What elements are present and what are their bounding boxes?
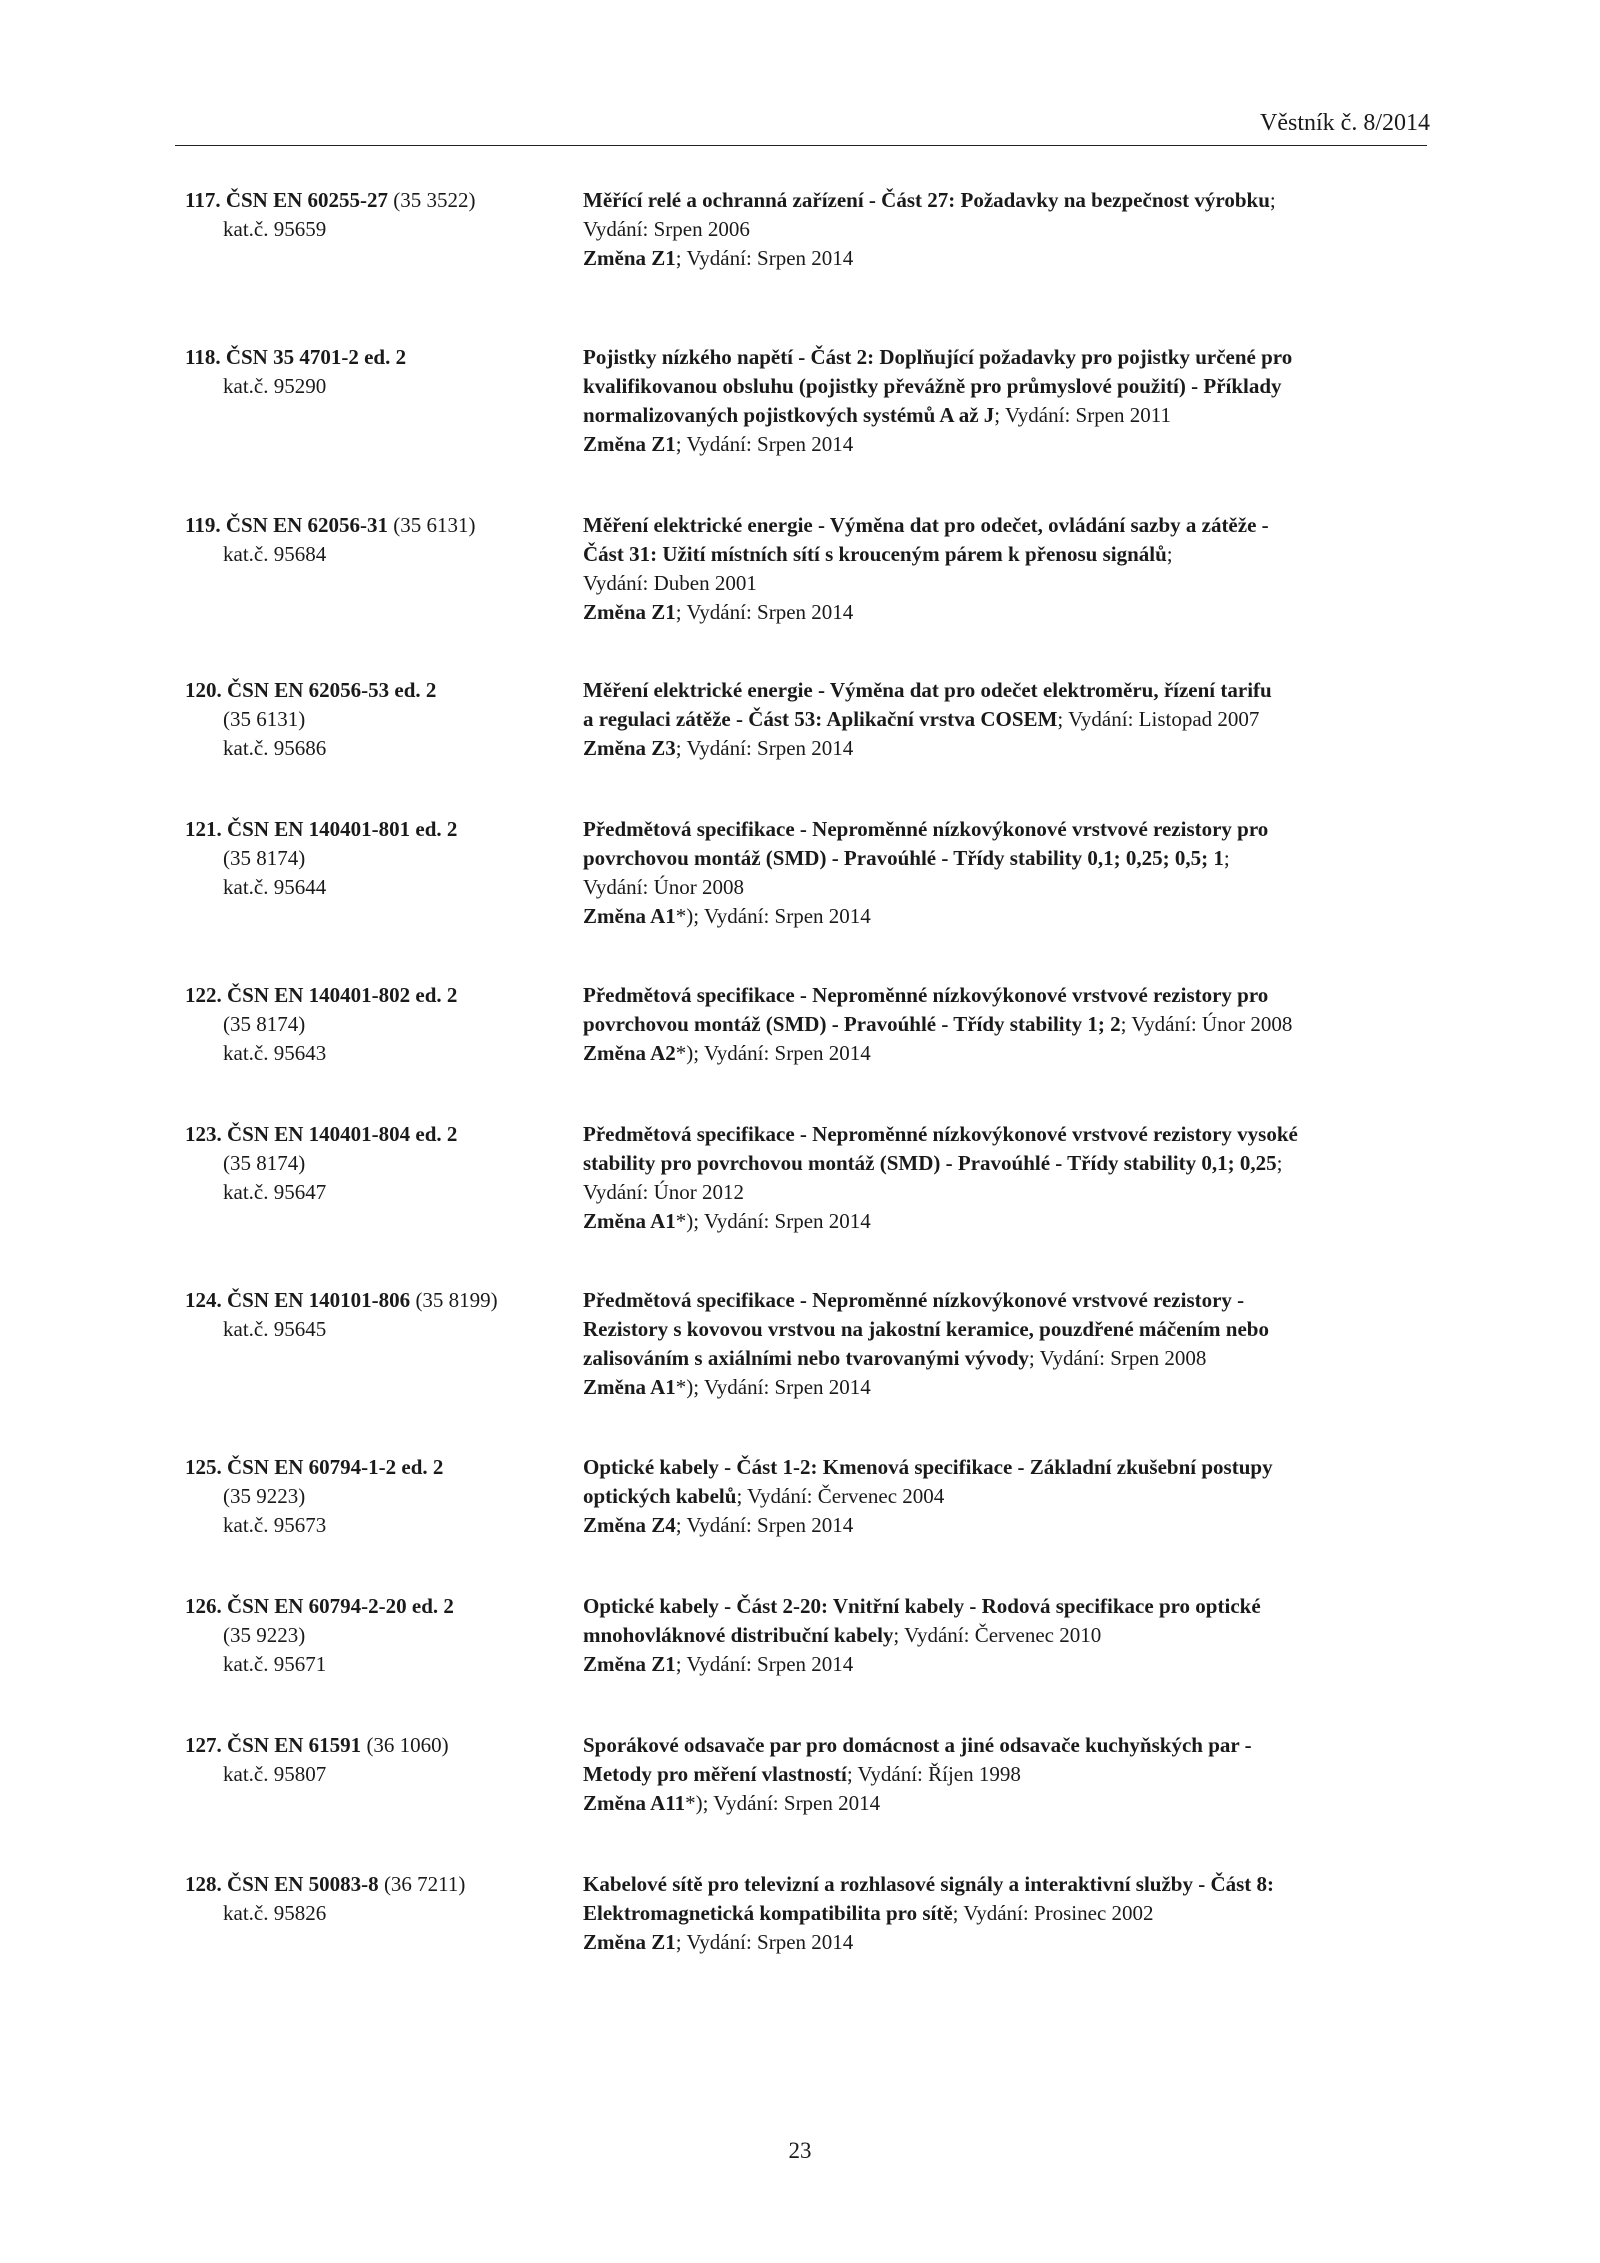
standard-title-line: [583, 215, 1423, 244]
standard-id-line: [185, 1315, 565, 1344]
standard-id-line: [185, 873, 565, 902]
standard-title-line: [583, 569, 1423, 598]
regular-text: *); Vydání: Srpen 2014: [675, 1375, 871, 1399]
standard-id-line: [185, 676, 565, 705]
bold-text: 126. ČSN EN 60794-2-20 ed. 2: [185, 1594, 454, 1618]
regular-text: Vydání: Únor 2008: [583, 875, 744, 899]
regular-text: (35 8174): [223, 1012, 306, 1036]
standard-id-line: [185, 1482, 565, 1511]
standard-id-line: [185, 844, 565, 873]
standard-description: [583, 343, 1423, 459]
bold-text: Změna Z3: [583, 736, 676, 760]
standard-id-line: [185, 215, 565, 244]
standard-description: [583, 676, 1423, 763]
bold-text: 119. ČSN EN 62056-31: [185, 513, 389, 537]
bold-text: Změna A2: [583, 1041, 676, 1065]
regular-text: kat.č. 95686: [223, 736, 327, 760]
standard-title-line: [583, 676, 1423, 705]
standard-title-line: [583, 1149, 1423, 1178]
standard-identifier: [185, 1870, 565, 1928]
standard-title-line: [583, 981, 1423, 1010]
bold-text: Změna Z1: [583, 1930, 676, 1954]
journal-title: Věstník č. 8/2014: [1260, 110, 1430, 136]
standard-title-line: [583, 1373, 1423, 1402]
bold-text: Metody pro měření vlastností: [583, 1762, 847, 1786]
standard-id-line: [185, 1010, 565, 1039]
regular-text: (35 9223): [223, 1623, 306, 1647]
standard-description: [583, 511, 1423, 627]
bold-text: stability pro povrchovou montáž (SMD) - Pravoúhlé - Třídy stability 0,1; 0,25: [583, 1151, 1277, 1175]
bold-text: 124. ČSN EN 140101-806: [185, 1288, 411, 1312]
regular-text: kat.č. 95684: [223, 542, 327, 566]
standard-title-line: [583, 1315, 1423, 1344]
standard-title-line: [583, 1207, 1423, 1236]
bold-text: Rezistory s kovovou vrstvou na jakostní keramice, pouzdřené máčením nebo: [583, 1317, 1269, 1341]
regular-text: ; Vydání: Prosinec 2002: [952, 1901, 1154, 1925]
bold-text: 118. ČSN 35 4701-2 ed. 2: [185, 345, 407, 369]
regular-text: ; Vydání: Červenec 2010: [893, 1623, 1102, 1647]
standard-title-line: [583, 430, 1423, 459]
bold-text: Sporákové odsavače par pro domácnost a jiné odsavače kuchyňských par -: [583, 1733, 1252, 1757]
bold-text: Změna Z1: [583, 600, 676, 624]
standard-title-line: [583, 343, 1423, 372]
bold-text: Pojistky nízkého napětí - Část 2: Doplňující požadavky pro pojistky určené pro: [583, 345, 1293, 369]
bold-text: 122. ČSN EN 140401-802 ed. 2: [185, 983, 458, 1007]
bold-text: Změna A1: [583, 904, 676, 928]
standard-description: [583, 981, 1423, 1068]
bold-text: Změna Z1: [583, 1652, 676, 1676]
standard-title-line: [583, 540, 1423, 569]
regular-text: ; Vydání: Srpen 2014: [675, 600, 854, 624]
bold-text: Předmětová specifikace - Neproměnné nízkovýkonové vrstvové rezistory vysoké: [583, 1122, 1298, 1146]
standard-title-line: [583, 873, 1423, 902]
bold-text: Měřící relé a ochranná zařízení - Část 27: Požadavky na bezpečnost výrobku: [583, 188, 1270, 212]
regular-text: ; Vydání: Říjen 1998: [846, 1762, 1021, 1786]
bold-text: 120. ČSN EN 62056-53 ed. 2: [185, 678, 437, 702]
regular-text: (35 8174): [223, 1151, 306, 1175]
bold-text: 128. ČSN EN 50083-8: [185, 1872, 379, 1896]
standard-title-line: [583, 1286, 1423, 1315]
regular-text: (36 1060): [361, 1733, 449, 1757]
standard-identifier: [185, 981, 565, 1068]
standard-identifier: [185, 186, 565, 244]
standard-title-line: [583, 598, 1423, 627]
standard-identifier: [185, 343, 565, 401]
bold-text: Optické kabely - Část 2-20: Vnitřní kabely - Rodová specifikace pro optické: [583, 1594, 1261, 1618]
regular-text: ; Vydání: Srpen 2011: [994, 403, 1172, 427]
standard-title-line: [583, 244, 1423, 273]
regular-text: ; Vydání: Srpen 2014: [675, 1513, 854, 1537]
standard-identifier: [185, 1592, 565, 1679]
standard-description: [583, 1453, 1423, 1540]
regular-text: ; Vydání: Srpen 2014: [675, 246, 854, 270]
page-number: 23: [788, 2138, 812, 2163]
regular-text: Vydání: Srpen 2006: [583, 217, 750, 241]
standard-identifier: [185, 1731, 565, 1789]
bold-text: Změna Z1: [583, 246, 676, 270]
regular-text: kat.č. 95645: [223, 1317, 327, 1341]
standard-description: [583, 815, 1423, 931]
standard-description: [583, 1286, 1423, 1402]
bold-text: Změna A1: [583, 1209, 676, 1233]
regular-text: (35 3522): [388, 188, 476, 212]
regular-text: ; Vydání: Listopad 2007: [1057, 707, 1260, 731]
standard-title-line: [583, 1928, 1423, 1957]
bold-text: optických kabelů: [583, 1484, 737, 1508]
bold-text: Předmětová specifikace - Neproměnné nízkovýkonové vrstvové rezistory -: [583, 1288, 1245, 1312]
standard-identifier: [185, 676, 565, 763]
bold-text: Kabelové sítě pro televizní a rozhlasové signály a interaktivní služby - Část 8:: [583, 1872, 1275, 1896]
regular-text: kat.č. 95807: [223, 1762, 327, 1786]
standard-title-line: [583, 1731, 1423, 1760]
bold-text: Změna A1: [583, 1375, 676, 1399]
standard-title-line: [583, 511, 1423, 540]
standard-title-line: [583, 734, 1423, 763]
standard-description: [583, 1120, 1423, 1236]
regular-text: *); Vydání: Srpen 2014: [675, 904, 871, 928]
standard-identifier: [185, 815, 565, 902]
regular-text: kat.č. 95643: [223, 1041, 327, 1065]
regular-text: Vydání: Duben 2001: [583, 571, 757, 595]
standard-title-line: [583, 1453, 1423, 1482]
regular-text: ; Vydání: Červenec 2004: [736, 1484, 945, 1508]
standard-identifier: [185, 1120, 565, 1207]
standard-description: [583, 186, 1423, 273]
regular-text: ;: [1223, 846, 1230, 870]
bold-text: Předmětová specifikace - Neproměnné nízkovýkonové vrstvové rezistory pro: [583, 817, 1269, 841]
regular-text: (35 6131): [388, 513, 476, 537]
standard-id-line: [185, 1592, 565, 1621]
standard-title-line: [583, 1592, 1423, 1621]
regular-text: (35 8174): [223, 846, 306, 870]
bold-text: Elektromagnetická kompatibilita pro sítě: [583, 1901, 953, 1925]
regular-text: kat.č. 95673: [223, 1513, 327, 1537]
standard-title-line: [583, 1870, 1423, 1899]
standard-id-line: [185, 1039, 565, 1068]
standard-identifier: [185, 1453, 565, 1540]
standard-id-line: [185, 343, 565, 372]
standard-id-line: [185, 1286, 565, 1315]
bold-text: 127. ČSN EN 61591: [185, 1733, 362, 1757]
standard-id-line: [185, 1120, 565, 1149]
bold-text: kvalifikovanou obsluhu (pojistky převážně pro průmyslové použití) - Příklady: [583, 374, 1282, 398]
standard-identifier: [185, 511, 565, 569]
standard-title-line: [583, 1621, 1423, 1650]
bold-text: Měření elektrické energie - Výměna dat pro odečet, ovládání sazby a zátěže -: [583, 513, 1269, 537]
bold-text: Měření elektrické energie - Výměna dat pro odečet elektroměru, řízení tarifu: [583, 678, 1272, 702]
standard-id-line: [185, 511, 565, 540]
regular-text: ;: [1166, 542, 1173, 566]
regular-text: (35 6131): [223, 707, 306, 731]
bold-text: Změna A11: [583, 1791, 686, 1815]
standard-title-line: [583, 844, 1423, 873]
bold-text: Změna Z4: [583, 1513, 676, 1537]
standard-id-line: [185, 1899, 565, 1928]
regular-text: ; Vydání: Srpen 2008: [1028, 1346, 1207, 1370]
regular-text: kat.č. 95644: [223, 875, 327, 899]
standard-title-line: [583, 1899, 1423, 1928]
standard-id-line: [185, 372, 565, 401]
standard-id-line: [185, 1621, 565, 1650]
regular-text: Vydání: Únor 2012: [583, 1180, 744, 1204]
standard-title-line: [583, 1178, 1423, 1207]
regular-text: kat.č. 95647: [223, 1180, 327, 1204]
standard-identifier: [185, 1286, 565, 1344]
regular-text: ; Vydání: Srpen 2014: [675, 736, 854, 760]
standard-title-line: [583, 1482, 1423, 1511]
standard-title-line: [583, 372, 1423, 401]
bold-text: povrchovou montáž (SMD) - Pravoúhlé - Třídy stability 0,1; 0,25; 0,5; 1: [583, 846, 1224, 870]
standard-id-line: [185, 1760, 565, 1789]
standard-id-line: [185, 1511, 565, 1540]
bold-text: normalizovaných pojistkových systémů A až J: [583, 403, 995, 427]
standard-id-line: [185, 186, 565, 215]
bold-text: 117. ČSN EN 60255-27: [185, 188, 389, 212]
regular-text: kat.č. 95290: [223, 374, 327, 398]
standard-title-line: [583, 902, 1423, 931]
bold-text: Předmětová specifikace - Neproměnné nízkovýkonové vrstvové rezistory pro: [583, 983, 1269, 1007]
standard-title-line: [583, 815, 1423, 844]
regular-text: ; Vydání: Srpen 2014: [675, 1652, 854, 1676]
regular-text: ;: [1276, 1151, 1283, 1175]
bold-text: povrchovou montáž (SMD) - Pravoúhlé - Třídy stability 1; 2: [583, 1012, 1121, 1036]
standard-description: [583, 1592, 1423, 1679]
regular-text: (35 8199): [410, 1288, 498, 1312]
standard-id-line: [185, 1453, 565, 1482]
standard-id-line: [185, 815, 565, 844]
bold-text: 121. ČSN EN 140401-801 ed. 2: [185, 817, 458, 841]
standard-title-line: [583, 1039, 1423, 1068]
regular-text: ; Vydání: Srpen 2014: [675, 1930, 854, 1954]
bold-text: 125. ČSN EN 60794-1-2 ed. 2: [185, 1455, 444, 1479]
bold-text: a regulaci zátěže - Část 53: Aplikační vrstva COSEM: [583, 707, 1058, 731]
standard-id-line: [185, 1731, 565, 1760]
standard-id-line: [185, 1650, 565, 1679]
standard-title-line: [583, 1789, 1423, 1818]
bold-text: zalisováním s axiálními nebo tvarovanými vývody: [583, 1346, 1029, 1370]
standard-title-line: [583, 1650, 1423, 1679]
bold-text: mnohovláknové distribuční kabely: [583, 1623, 894, 1647]
standard-title-line: [583, 705, 1423, 734]
bold-text: Optické kabely - Část 1-2: Kmenová specifikace - Základní zkušební postupy: [583, 1455, 1273, 1479]
regular-text: kat.č. 95826: [223, 1901, 327, 1925]
regular-text: (35 9223): [223, 1484, 306, 1508]
standard-id-line: [185, 705, 565, 734]
standard-description: [583, 1870, 1423, 1957]
regular-text: (36 7211): [378, 1872, 466, 1896]
standard-title-line: [583, 1120, 1423, 1149]
regular-text: *); Vydání: Srpen 2014: [685, 1791, 881, 1815]
regular-text: *); Vydání: Srpen 2014: [675, 1209, 871, 1233]
standard-title-line: [583, 401, 1423, 430]
regular-text: *); Vydání: Srpen 2014: [675, 1041, 871, 1065]
standard-title-line: [583, 1511, 1423, 1540]
regular-text: kat.č. 95659: [223, 217, 327, 241]
header-divider: [175, 145, 1427, 146]
regular-text: ; Vydání: Srpen 2014: [675, 432, 854, 456]
regular-text: kat.č. 95671: [223, 1652, 327, 1676]
standard-title-line: [583, 1344, 1423, 1373]
standard-id-line: [185, 540, 565, 569]
standard-title-line: [583, 186, 1423, 215]
standard-id-line: [185, 1149, 565, 1178]
bold-text: 123. ČSN EN 140401-804 ed. 2: [185, 1122, 458, 1146]
standard-description: [583, 1731, 1423, 1818]
regular-text: ;: [1269, 188, 1276, 212]
bold-text: Část 31: Užití místních sítí s krouceným párem k přenosu signálů: [583, 542, 1167, 566]
standard-title-line: [583, 1010, 1423, 1039]
standard-title-line: [583, 1760, 1423, 1789]
standard-id-line: [185, 734, 565, 763]
bold-text: Změna Z1: [583, 432, 676, 456]
standard-id-line: [185, 981, 565, 1010]
standard-id-line: [185, 1178, 565, 1207]
standard-id-line: [185, 1870, 565, 1899]
regular-text: ; Vydání: Únor 2008: [1120, 1012, 1293, 1036]
